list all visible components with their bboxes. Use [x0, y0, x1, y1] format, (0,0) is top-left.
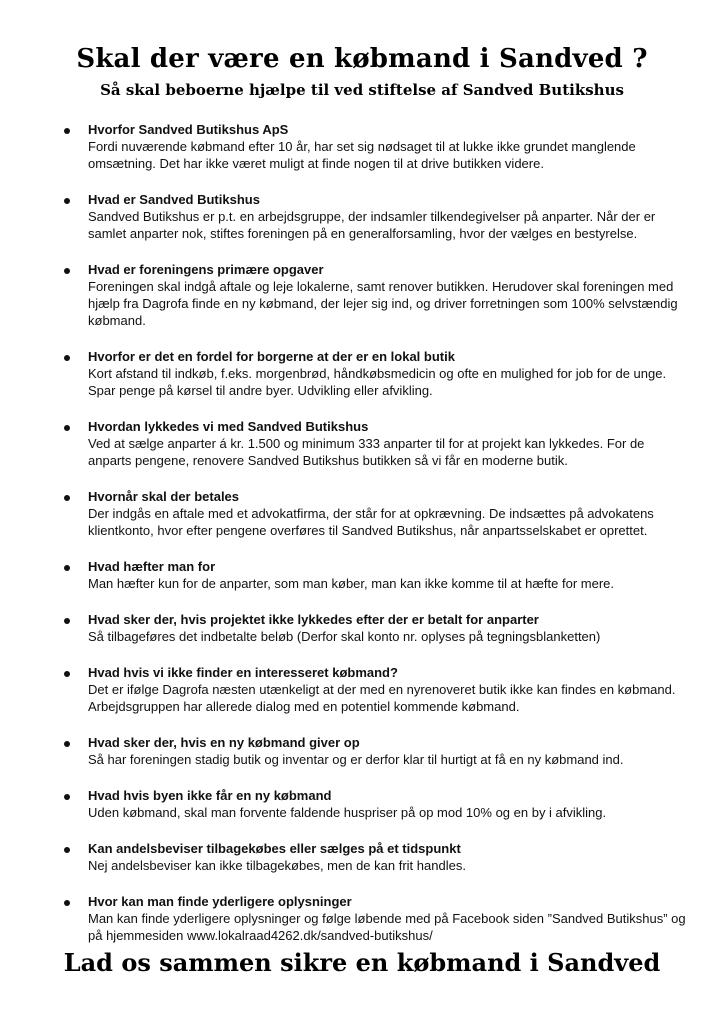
bullet-icon: [64, 495, 70, 501]
faq-answer: Man hæfter kun for de anparter, som man køber, man kan ikke komme til at hæfte for mere.: [88, 576, 614, 591]
bullet-icon: [64, 198, 70, 204]
faq-question: Hvad sker der, hvis projektet ikke lykkedes efter der er betalt for anparter: [88, 612, 539, 627]
faq-item: [0, 787, 724, 821]
faq-answer: Uden købmand, skal man forvente faldende huspriser på op mod 10% og en by i afvikling.: [88, 805, 607, 820]
bullet-icon: [64, 671, 70, 677]
faq-list: [0, 121, 724, 963]
faq-item: [0, 611, 724, 645]
faq-answer: Der indgås en aftale med et advokatfirma, der står for at opkrævning. De indsættes på advokatens klientkonto, hvor efter pengene overføres til Sandved Butikshus, når anpartsselskabet er oprettet.: [88, 506, 654, 538]
faq-answer: Kort afstand til indkøb, f.eks. morgenbrød, håndkøbsmedicin og ofte en mulighed for job for de unge. Spar penge på kørsel til andre byer. Udvikling eller afvikling.: [88, 366, 667, 398]
faq-item: [0, 191, 724, 242]
page-title: Skal der være en købmand i Sandved ?: [76, 44, 648, 74]
footer-slogan: Lad os sammen sikre en købmand i Sandved: [63, 948, 661, 977]
faq-answer: Ved at sælge anparter á kr. 1.500 og minimum 333 anparter til for at projekt kan lykkedes. For de anparts pengene, renovere Sandved Butikshus butikken så vi får en moderne butik.: [88, 436, 645, 468]
faq-item: [0, 664, 724, 715]
bullet-icon: [64, 794, 70, 800]
faq-item: [0, 121, 724, 172]
bullet-icon: [64, 355, 70, 361]
faq-question: Hvad hæfter man for: [88, 559, 216, 574]
faq-item: [0, 558, 724, 592]
faq-item: [0, 893, 724, 944]
faq-question: Hvad er foreningens primære opgaver: [88, 262, 324, 277]
faq-item: [0, 418, 724, 469]
page-subtitle: Så skal beboerne hjælpe til ved stiftelse af Sandved Butikshus: [100, 81, 624, 99]
faq-question: Hvorfor Sandved Butikshus ApS: [88, 122, 289, 137]
faq-question: Hvorfor er det en fordel for borgerne at der er en lokal butik: [88, 349, 455, 364]
faq-question: Hvordan lykkedes vi med Sandved Butikshus: [88, 419, 369, 434]
faq-question: Hvad hvis byen ikke får en ny købmand: [88, 788, 332, 803]
faq-question: Hvor kan man finde yderligere oplysninger: [88, 894, 352, 909]
faq-question: Kan andelsbeviser tilbagekøbes eller sælges på et tidspunkt: [88, 841, 461, 856]
bullet-icon: [64, 618, 70, 624]
bullet-icon: [64, 268, 70, 274]
faq-item: [0, 734, 724, 768]
bullet-icon: [64, 128, 70, 134]
bullet-icon: [64, 900, 70, 906]
faq-answer: Foreningen skal indgå aftale og leje lokalerne, samt renover butikken. Herudover skal foreningen med hjælp fra Dagrofa finde en ny købmand, der lejer sig ind, og driver forretningen som 100% selvstændig købmand.: [88, 279, 678, 328]
faq-answer: Fordi nuværende købmand efter 10 år, har set sig nødsaget til at lukke ikke grundet manglende omsætning. Det har ikke været muligt at finde nogen til at drive butikken videre.: [88, 139, 636, 171]
faq-answer: Man kan finde yderligere oplysninger og følge løbende med på Facebook siden ”Sandved Butikshus” og på hjemmesiden www.lokalraad4262.dk/sandved-butikshus/: [88, 911, 686, 943]
bullet-icon: [64, 565, 70, 571]
faq-answer: Så tilbageføres det indbetalte beløb (Derfor skal konto nr. oplyses på tegningsblanketten): [88, 629, 601, 644]
faq-question: Hvad sker der, hvis en ny købmand giver op: [88, 735, 360, 750]
faq-answer: Det er ifølge Dagrofa næsten utænkeligt at der med en nyrenoveret butik ikke kan findes en købmand. Arbejdsgruppen har allerede dialog med en potentiel kommende købmand.: [88, 682, 676, 714]
faq-item: [0, 488, 724, 539]
faq-answer: Så har foreningen stadig butik og inventar og er derfor klar til hurtigt at få en ny købmand ind.: [88, 752, 624, 767]
faq-item: [0, 261, 724, 329]
faq-answer: Sandved Butikshus er p.t. en arbejdsgruppe, der indsamler tilkendegivelser på anparter. Når der er samlet anparter nok, stiftes foreningen på en generalforsamling, hvor der vælges en bestyrelse.: [88, 209, 656, 241]
bullet-icon: [64, 741, 70, 747]
bullet-icon: [64, 847, 70, 853]
bullet-icon: [64, 425, 70, 431]
faq-item: [0, 348, 724, 399]
faq-question: Hvad er Sandved Butikshus: [88, 192, 260, 207]
faq-question: Hvad hvis vi ikke finder en interesseret købmand?: [88, 665, 398, 680]
faq-item: [0, 840, 724, 874]
faq-answer: Nej andelsbeviser kan ikke tilbagekøbes, men de kan frit handles.: [88, 858, 466, 873]
faq-question: Hvornår skal der betales: [88, 489, 240, 504]
